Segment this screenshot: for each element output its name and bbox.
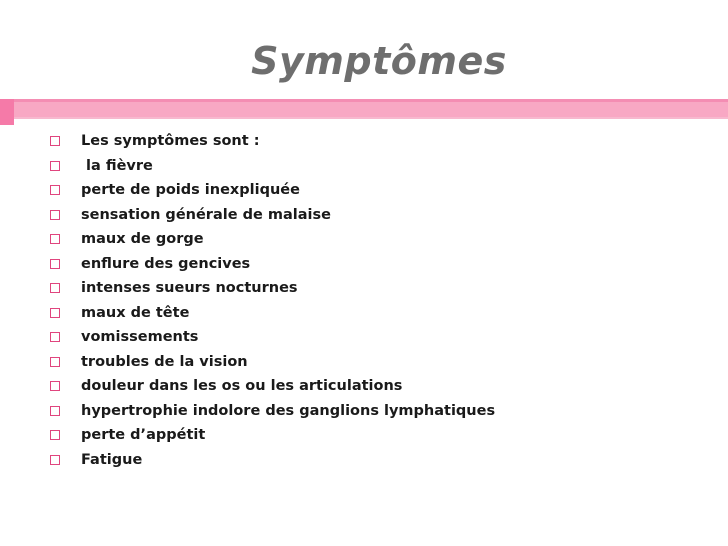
bullet-text: perte de poids inexpliquée: [81, 182, 300, 199]
title-accent-band: [14, 99, 728, 117]
list-item: [50, 276, 710, 301]
square-bullet-icon: [50, 136, 60, 146]
list-item: [50, 129, 710, 154]
square-bullet-icon: [50, 430, 60, 440]
square-bullet-icon: [50, 332, 60, 342]
list-item: [50, 252, 710, 277]
bullet-text: douleur dans les os ou les articulations: [81, 378, 403, 395]
bullet-text: maux de gorge: [81, 231, 204, 248]
square-bullet-icon: [50, 185, 60, 195]
bullet-text: troubles de la vision: [81, 353, 248, 370]
list-item: [50, 350, 710, 375]
square-bullet-icon: [50, 308, 60, 318]
square-bullet-icon: [50, 259, 60, 269]
title-accent-block: [0, 99, 14, 125]
list-item: [50, 203, 710, 228]
square-bullet-icon: [50, 381, 60, 391]
bullet-text: Fatigue: [81, 451, 143, 468]
square-bullet-icon: [50, 161, 60, 171]
bullet-text: Les symptômes sont :: [81, 133, 260, 150]
bullet-text: hypertrophie indolore des ganglions lymphatiques: [81, 402, 496, 419]
square-bullet-icon: [50, 234, 60, 244]
square-bullet-icon: [50, 283, 60, 293]
square-bullet-icon: [50, 406, 60, 416]
bullet-text: enflure des gencives: [81, 255, 251, 272]
slide-body: [50, 129, 710, 472]
bullet-text: sensation générale de malaise: [81, 206, 331, 223]
bullet-text: maux de tête: [81, 304, 190, 321]
square-bullet-icon: [50, 210, 60, 220]
square-bullet-icon: [50, 357, 60, 367]
bullet-text: intenses sueurs nocturnes: [81, 280, 298, 297]
list-item: [50, 301, 710, 326]
list-item: [50, 178, 710, 203]
list-item: [50, 227, 710, 252]
list-item: [50, 399, 710, 424]
list-item: [50, 423, 710, 448]
bullet-text: la fièvre: [81, 157, 153, 174]
title-accent-line: [14, 117, 728, 119]
square-bullet-icon: [50, 455, 60, 465]
list-item: [50, 374, 710, 399]
bullet-text: perte d’appétit: [81, 427, 206, 444]
list-item: [50, 154, 710, 179]
slide-title: Symptômes: [251, 39, 507, 83]
list-item: [50, 325, 710, 350]
bullet-text: vomissements: [81, 329, 199, 346]
bullet-list: [50, 129, 710, 472]
list-item: [50, 448, 710, 473]
